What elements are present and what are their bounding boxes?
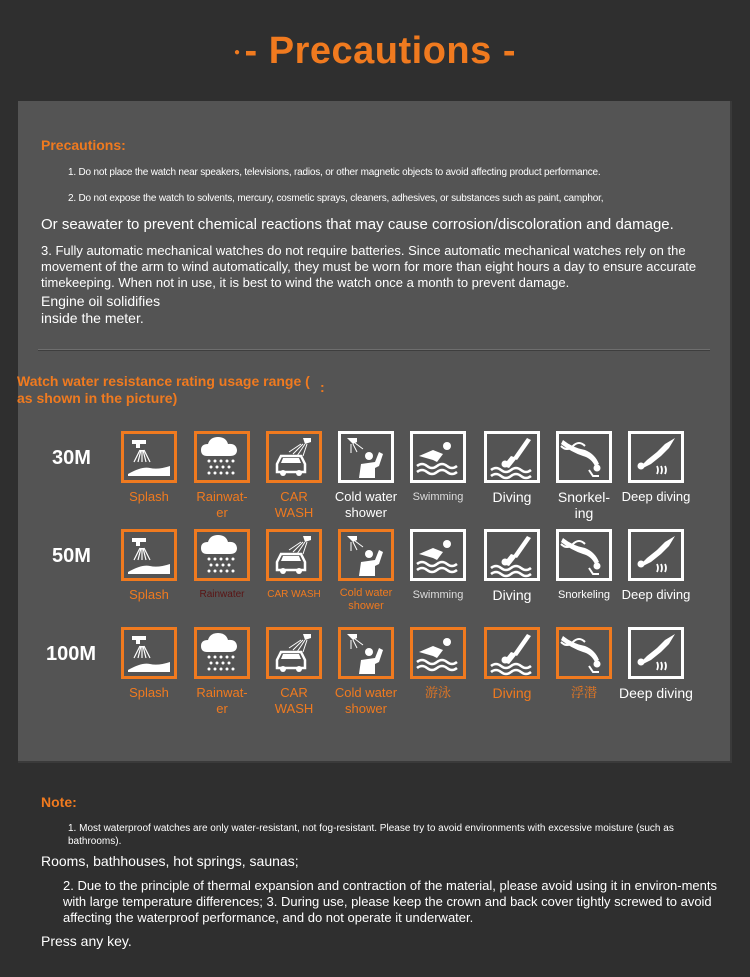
depth-label-30m: 30M (52, 447, 91, 469)
rain-icon (194, 627, 250, 679)
rating-label-100m-snorkeling: 浮潜 (570, 685, 597, 700)
precaution-item-3-extra: Engine oil solidifies inside the meter. (41, 293, 161, 326)
shower-icon (338, 627, 394, 679)
rating-label-30m-deep-diving: Deep diving (621, 489, 691, 504)
deep-diving-icon (628, 431, 684, 483)
rating-label-30m-diving: Diving (492, 489, 532, 505)
rating-label-50m-snorkeling: Snorkeling (558, 589, 610, 601)
rating-label-50m-diving: Diving (492, 587, 532, 603)
car-wash-icon (266, 627, 322, 679)
page-title (0, 30, 750, 73)
deep-diving-icon (628, 529, 684, 581)
rating-label-100m-shower: Cold water shower (334, 685, 398, 716)
car-wash-icon (266, 529, 322, 581)
splash-icon (121, 431, 177, 483)
rating-label-50m-shower: Cold water shower (339, 587, 393, 612)
rating-label-30m-car-wash: CAR WASH (274, 489, 314, 520)
snorkeling-icon (556, 627, 612, 679)
precaution-item-3: 3. Fully automatic mechanical watches do not require batteries. Since automatic mechanical watches rely on the movement of the arm to wind automatically, they must be worn for more than eight hours a day to ensure accurate timekeeping. When not in use, it is best to wind the watch once a month to prevent damage. (41, 243, 697, 290)
shower-icon (338, 529, 394, 581)
water-resistance-title: Watch water resistance rating usage range ( as shown in the picture) (17, 373, 310, 406)
bullet-dot-icon: ● (234, 47, 241, 59)
depth-label-50m: 50M (52, 545, 91, 567)
depth-label-100m: 100M (46, 643, 97, 665)
rain-icon (194, 529, 250, 581)
rating-label-50m-rain: Rainwater (199, 589, 245, 600)
precautions-heading: Precautions: (41, 137, 126, 153)
splash-icon (121, 627, 177, 679)
precautions-panel (18, 101, 732, 763)
rating-label-100m-rain: Rainwat- er (196, 685, 248, 716)
rating-label-30m-splash: Splash (129, 489, 169, 504)
note-item-1: 1. Most waterproof watches are only water-resistant, not fog-resistant. Please try to avoid environments with excessive moisture (such as bathrooms). (68, 823, 674, 847)
snorkeling-icon (556, 431, 612, 483)
swimming-icon (410, 529, 466, 581)
rating-label-50m-swimming: Swimming (412, 589, 464, 601)
rating-label-100m-swimming: 游泳 (424, 685, 451, 700)
note-item-2: 2. Due to the principle of thermal expansion and contraction of the material, please avoid using it in environ-ments with large temperature differences; 3. During use, please keep the crown and back cover tightly screwed to avoid affecting the waterproof performance, and do not operate it underwater. (63, 878, 717, 925)
rating-label-30m-shower: Cold water shower (334, 489, 398, 520)
diving-icon (484, 529, 540, 581)
rating-label-50m-splash: Splash (129, 587, 169, 602)
rating-label-100m-splash: Splash (129, 685, 169, 700)
swimming-icon (410, 627, 466, 679)
deep-diving-icon (628, 627, 684, 679)
water-resistance-colon: : (320, 379, 325, 395)
precaution-item-2: 2. Do not expose the watch to solvents, mercury, cosmetic sprays, cleaners, adhesives, or substances such as paint, camphor, (68, 193, 604, 204)
section-divider (38, 349, 710, 351)
diving-icon (484, 627, 540, 679)
rain-icon (194, 431, 250, 483)
precaution-item-1: 1. Do not place the watch near speakers, televisions, radios, or other magnetic objects to avoid affecting product performance. (68, 167, 601, 178)
splash-icon (121, 529, 177, 581)
diving-icon (484, 431, 540, 483)
rating-label-30m-rain: Rainwat- er (196, 489, 248, 520)
swimming-icon (410, 431, 466, 483)
page-title-text: - Precautions - (244, 30, 516, 72)
notes-heading: Note: (41, 794, 77, 810)
car-wash-icon (266, 431, 322, 483)
note-item-1-continued: Rooms, bathhouses, hot springs, saunas; (41, 853, 299, 869)
precaution-item-2-continued: Or seawater to prevent chemical reactions that may cause corrosion/discoloration and damage. (41, 216, 674, 233)
rating-label-30m-swimming: Swimming (412, 491, 464, 503)
footer-text: Press any key. (41, 933, 132, 949)
rating-label-50m-deep-diving: Deep diving (621, 587, 691, 602)
rating-label-50m-car-wash: CAR WASH (267, 589, 321, 600)
shower-icon (338, 431, 394, 483)
rating-label-30m-snorkeling: Snorkel- ing (557, 489, 611, 521)
rating-label-100m-diving: Diving (492, 685, 532, 701)
rating-label-100m-car-wash: CAR WASH (274, 685, 314, 716)
snorkeling-icon (556, 529, 612, 581)
rating-label-100m-deep-diving: Deep diving (619, 685, 693, 701)
